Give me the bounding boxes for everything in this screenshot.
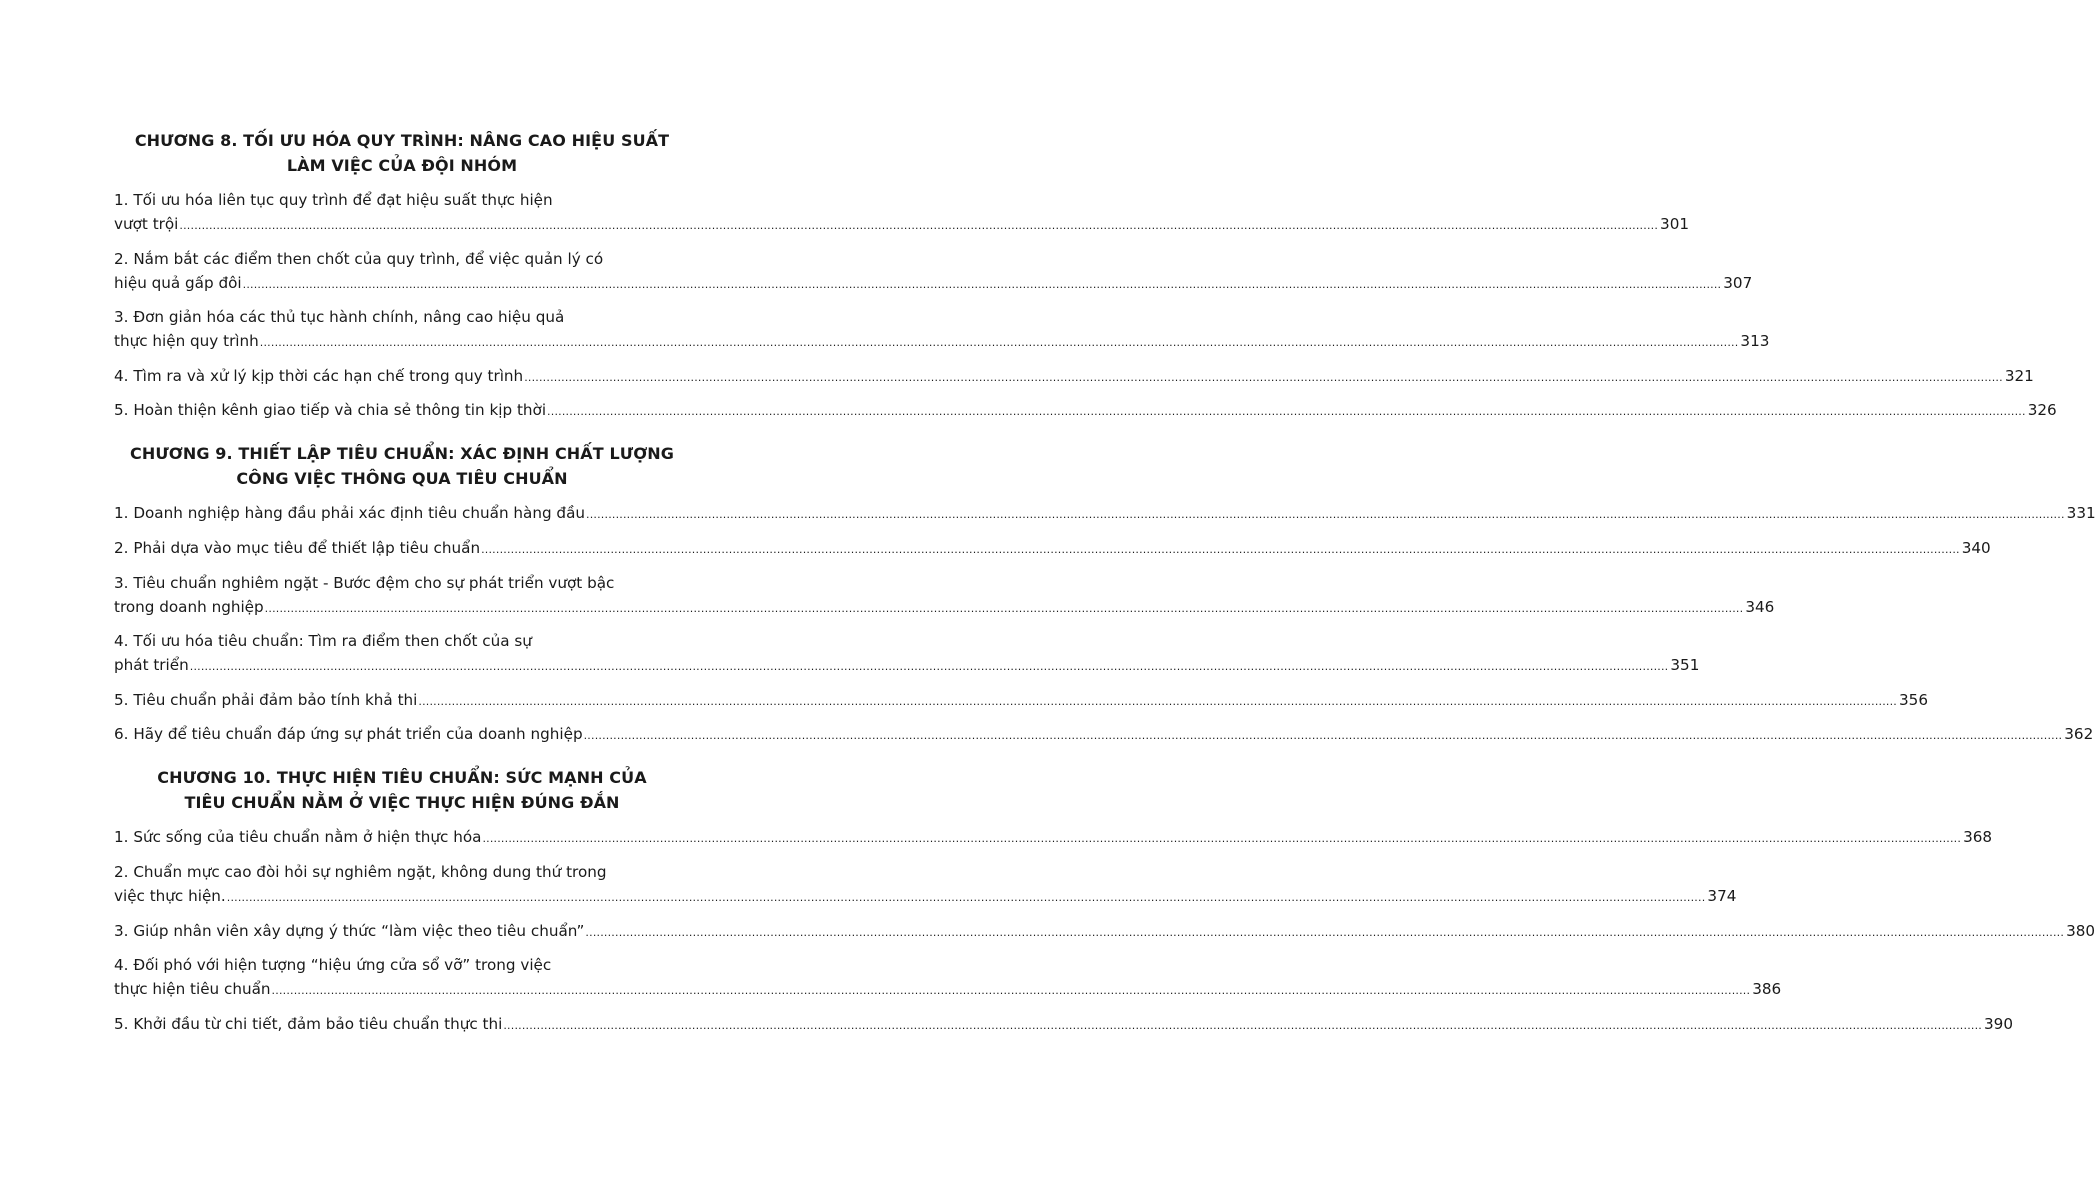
page-number: 326 xyxy=(2027,401,2057,420)
chapter-section xyxy=(114,128,2057,424)
dot-leader: ................................................................................................................................................................................................................................................................................................................................................................................................................ xyxy=(585,925,2065,939)
toc-entry[interactable] xyxy=(114,722,2094,748)
toc-entry-title-line: 3. Đơn giản hóa các thủ tục hành chính, nâng cao hiệu quả xyxy=(114,308,565,327)
toc-entry[interactable] xyxy=(114,629,1700,679)
page-number: 374 xyxy=(1707,886,1737,905)
toc-entry-last-line xyxy=(114,398,2057,424)
page-number: 313 xyxy=(1740,332,1770,351)
toc-entry[interactable] xyxy=(114,688,1929,714)
toc-entry-title: 5. Tiêu chuẩn phải đảm bảo tính khả thi xyxy=(114,690,418,709)
toc-entry-last-line xyxy=(114,501,2096,527)
toc-entry-title-line: 2. Nắm bắt các điểm then chốt của quy trình, để việc quản lý có xyxy=(114,249,604,268)
page-number: 390 xyxy=(1984,1014,2013,1033)
dot-leader: ................................................................................................................................................................................................................................................................................................................................................................................................................ xyxy=(583,729,2063,743)
toc-entry-last-line xyxy=(114,653,1700,679)
toc-entry-title: thực hiện quy trình xyxy=(114,332,259,351)
page-number: 362 xyxy=(2064,725,2094,744)
dot-leader: ................................................................................................................................................................................................................................................................................................................................................................................................................ xyxy=(242,277,1722,291)
page-number: 380 xyxy=(2066,921,2096,940)
toc-entry-last-line xyxy=(114,536,1991,562)
toc-entry-title: việc thực hiện. xyxy=(114,886,226,905)
toc-entry[interactable] xyxy=(114,188,1690,238)
dot-leader: ................................................................................................................................................................................................................................................................................................................................................................................................................ xyxy=(482,832,1962,846)
dot-leader: ................................................................................................................................................................................................................................................................................................................................................................................................................ xyxy=(586,508,2065,522)
toc-entry[interactable] xyxy=(114,305,1770,355)
page-number: 321 xyxy=(2004,366,2034,385)
toc-entry-last-line xyxy=(114,825,1993,851)
toc-entry[interactable] xyxy=(114,571,1775,621)
toc-entry-title-line: 4. Đối phó với hiện tượng “hiệu ứng cửa sổ vỡ” trong việc xyxy=(114,956,552,975)
toc-entry-title: 5. Hoàn thiện kênh giao tiếp và chia sẻ thông tin kịp thời xyxy=(114,401,547,420)
dot-leader: ................................................................................................................................................................................................................................................................................................................................................................................................................ xyxy=(271,984,1751,998)
toc-entry-title: 3. Giúp nhân viên xây dựng ý thức “làm việc theo tiêu chuẩn” xyxy=(114,921,585,940)
toc-entry[interactable] xyxy=(114,860,1737,910)
toc-entry[interactable] xyxy=(114,247,1753,297)
chapter-title xyxy=(114,441,690,491)
dot-leader: ................................................................................................................................................................................................................................................................................................................................................................................................................ xyxy=(179,219,1659,232)
chapter-title-line: CÔNG VIỆC THÔNG QUA TIÊU CHUẨN xyxy=(236,469,568,489)
page-number: 356 xyxy=(1899,690,1929,709)
dot-leader: ................................................................................................................................................................................................................................................................................................................................................................................................................ xyxy=(503,1018,1982,1032)
page-number: 331 xyxy=(2066,504,2096,523)
toc-entry-title: 2. Phải dựa vào mục tiêu để thiết lập tiêu chuẩn xyxy=(114,538,481,557)
chapter-title xyxy=(114,765,690,815)
toc-entry[interactable] xyxy=(114,953,1782,1003)
dot-leader: ................................................................................................................................................................................................................................................................................................................................................................................................................ xyxy=(524,370,2003,384)
toc-entry-title: hiệu quả gấp đôi xyxy=(114,273,242,292)
dot-leader: ................................................................................................................................................................................................................................................................................................................................................................................................................ xyxy=(226,890,1706,904)
page-number: 340 xyxy=(1961,538,1991,557)
dot-leader: ................................................................................................................................................................................................................................................................................................................................................................................................................ xyxy=(189,660,1669,674)
toc-entry-title-line: 3. Tiêu chuẩn nghiêm ngặt - Bước đệm cho sự phát triển vượt bậc xyxy=(114,573,615,592)
toc-entry-last-line xyxy=(114,919,2096,945)
page-number: 386 xyxy=(1752,980,1782,999)
chapter-title-line: CHƯƠNG 9. THIẾT LẬP TIÊU CHUẨN: XÁC ĐỊNH CHẤT LƯỢNG xyxy=(129,444,675,464)
toc-entry-last-line xyxy=(114,1012,2013,1038)
toc-entry[interactable] xyxy=(114,501,2096,527)
toc-entry-title: vượt trội xyxy=(114,215,179,233)
chapter-title-line: TIÊU CHUẨN NẰM Ở VIỆC THỰC HIỆN ĐÚNG ĐẮN xyxy=(184,793,620,813)
toc-entry-last-line xyxy=(114,977,1782,1003)
dot-leader: ................................................................................................................................................................................................................................................................................................................................................................................................................ xyxy=(547,405,2026,419)
toc-entry-title: phát triển xyxy=(114,656,189,675)
chapter-title-line: LÀM VIỆC CỦA ĐỘI NHÓM xyxy=(286,156,518,175)
toc-entry[interactable] xyxy=(114,398,2057,424)
chapter-title-line: CHƯƠNG 10. THỰC HIỆN TIÊU CHUẨN: SỨC MẠNH CỦA xyxy=(157,768,647,788)
page-number: 301 xyxy=(1660,215,1690,233)
chapter-section xyxy=(114,441,2096,748)
toc-entry[interactable] xyxy=(114,364,2034,390)
dot-leader: ................................................................................................................................................................................................................................................................................................................................................................................................................ xyxy=(481,542,1960,556)
chapter-section xyxy=(114,765,2096,1037)
toc-entry-last-line xyxy=(114,722,2094,748)
toc-entry-title: thực hiện tiêu chuẩn xyxy=(114,980,271,999)
toc-entry-last-line xyxy=(114,884,1737,910)
toc-entry-title: 1. Doanh nghiệp hàng đầu phải xác định tiêu chuẩn hàng đầu xyxy=(114,504,586,523)
toc-entry-title: trong doanh nghiệp xyxy=(114,597,264,616)
page-number: 368 xyxy=(1963,828,1993,847)
toc-entry[interactable] xyxy=(114,536,1991,562)
dot-leader: ................................................................................................................................................................................................................................................................................................................................................................................................................ xyxy=(259,336,1739,350)
toc-entry-last-line xyxy=(114,688,1929,714)
dot-leader: ................................................................................................................................................................................................................................................................................................................................................................................................................ xyxy=(418,694,1898,708)
table-of-contents xyxy=(114,128,2096,1046)
page-number: 346 xyxy=(1745,597,1775,616)
toc-entry-title: 1. Sức sống của tiêu chuẩn nằm ở hiện thực hóa xyxy=(114,828,482,847)
chapter-title xyxy=(114,128,690,178)
dot-leader: ................................................................................................................................................................................................................................................................................................................................................................................................................ xyxy=(264,601,1744,615)
toc-entry[interactable] xyxy=(114,919,2096,945)
toc-entry-last-line xyxy=(114,271,1753,297)
toc-entry-last-line xyxy=(114,364,2034,390)
toc-entry[interactable] xyxy=(114,825,1993,851)
toc-entry-title-line: 4. Tối ưu hóa tiêu chuẩn: Tìm ra điểm then chốt của sự xyxy=(114,632,532,651)
toc-entry-last-line xyxy=(114,329,1770,355)
page-number: 307 xyxy=(1723,273,1753,292)
toc-entry-title: 6. Hãy để tiêu chuẩn đáp ứng sự phát triển của doanh nghiệp xyxy=(114,725,583,744)
toc-entry-last-line xyxy=(114,595,1775,621)
toc-entry-title: 5. Khởi đầu từ chi tiết, đảm bảo tiêu chuẩn thực thi xyxy=(114,1014,503,1033)
page-number: 351 xyxy=(1670,656,1700,675)
toc-entry-title: 4. Tìm ra và xử lý kịp thời các hạn chế trong quy trình xyxy=(114,366,524,385)
toc-entry-last-line xyxy=(114,212,1690,238)
toc-entry-title-line: 2. Chuẩn mực cao đòi hỏi sự nghiêm ngặt, không dung thứ trong xyxy=(114,862,607,881)
toc-entry[interactable] xyxy=(114,1012,2013,1038)
toc-entry-title-line: 1. Tối ưu hóa liên tục quy trình để đạt hiệu suất thực hiện xyxy=(114,191,553,209)
chapter-title-line: CHƯƠNG 8. TỐI ƯU HÓA QUY TRÌNH: NÂNG CAO HIỆU SUẤT xyxy=(134,131,670,150)
